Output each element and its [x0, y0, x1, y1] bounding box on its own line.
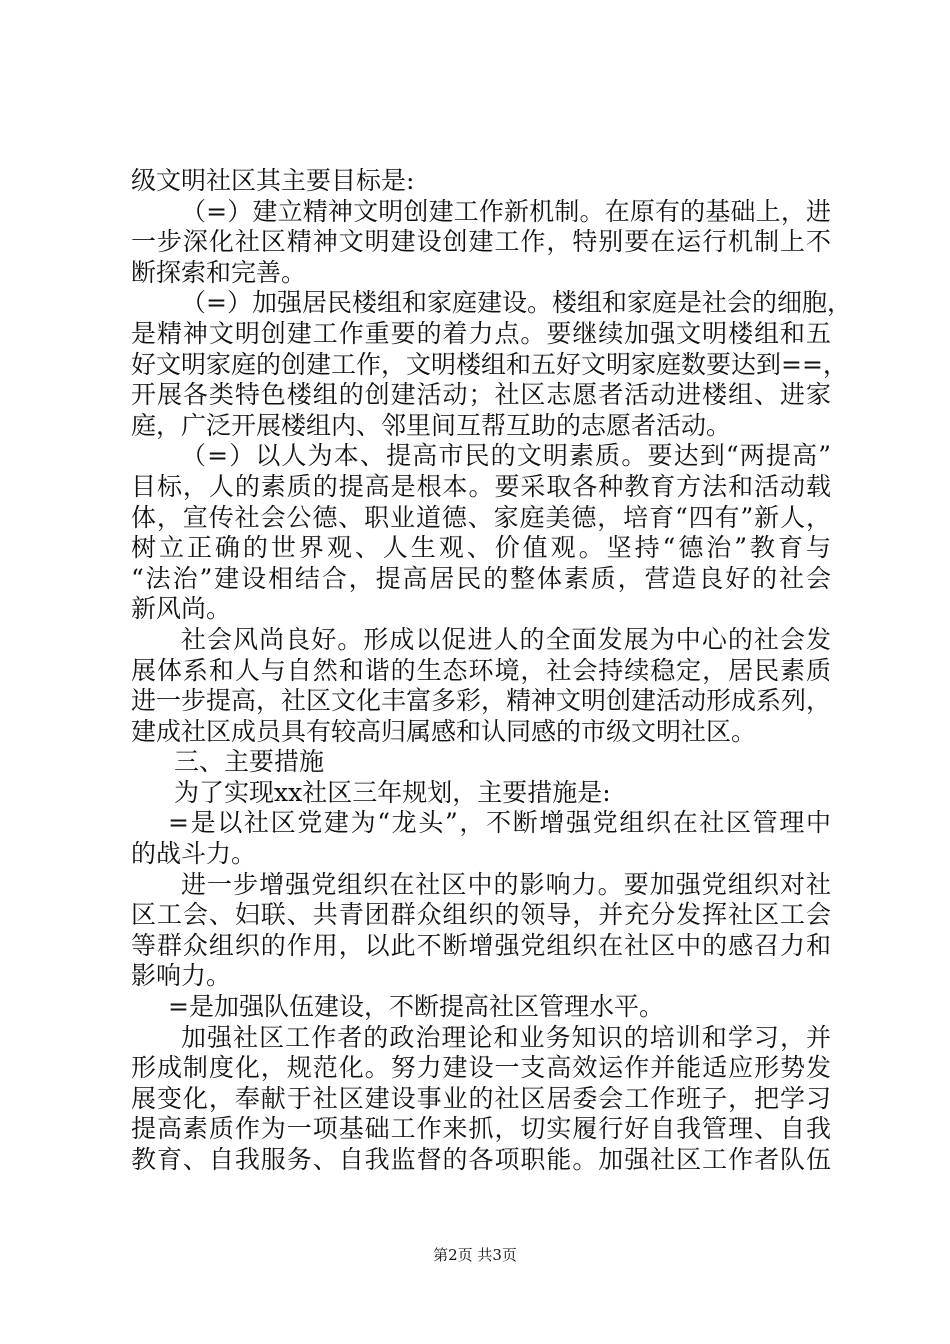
text-line: 新风尚。 — [131, 594, 232, 624]
text-line: 目标，人的素质的提高是根本。要采取各种教育方法和活动载 — [131, 471, 831, 501]
text-line: 建成社区成员具有较高归属感和认同感的市级文明社区。 — [131, 716, 757, 746]
text-line: 区工会、妇联、共青团群众组织的领导，并充分发挥社区工会 — [131, 900, 831, 930]
text-line: 体，宣传社会公德、职业道德、家庭美德，培育“四有”新人， — [131, 502, 831, 532]
text-line: 形成制度化，规范化。努力建设一支高效运作并能适应形势发 — [131, 1053, 831, 1083]
text-line: 断探索和完善。 — [131, 257, 307, 287]
text-line: 展变化，奉献于社区建设事业的社区居委会工作班子，把学习 — [131, 1083, 831, 1113]
section-heading: 三、主要措施 — [174, 747, 325, 777]
text-line: =是加强队伍建设，不断提高社区管理水平。 — [168, 992, 664, 1022]
text-line: 提高素质作为一项基础工作来抓，切实履行好自我管理、自我 — [131, 1114, 831, 1144]
text-line: 好文明家庭的创建工作，文明楼组和五好文明家庭数要达到==， — [131, 349, 848, 379]
text-line: 开展各类特色楼组的创建活动；社区志愿者活动进楼组、进家 — [131, 380, 831, 410]
text-line: （=）加强居民楼组和家庭建设。楼组和家庭是社会的细胞， — [181, 288, 852, 318]
text-line: 教育、自我服务、自我监督的各项职能。加强社区工作者队伍 — [131, 1145, 831, 1174]
text-line: 级文明社区其主要目标是: — [131, 166, 415, 195]
text-line: 是精神文明创建工作重要的着力点。要继续加强文明楼组和五 — [131, 318, 831, 348]
text-line: 加强社区工作者的政治理论和业务知识的培训和学习，并 — [181, 1022, 831, 1052]
text-line: （=）以人为本、提高市民的文明素质。要达到“两提高” — [181, 441, 831, 471]
text-line: 社会风尚良好。形成以促进人的全面发展为中心的社会发 — [181, 624, 831, 654]
text-line: 进一步增强党组织在社区中的影响力。要加强党组织对社 — [181, 869, 831, 899]
text-line: 的战斗力。 — [131, 839, 257, 869]
text-line: =是以社区党建为“龙头”，不断增强党组织在社区管理中 — [168, 808, 831, 838]
text-line: 为了实现xx社区三年规划，主要措施是: — [174, 777, 611, 807]
text-line: “法治”建设相结合，提高居民的整体素质，营造良好的社会 — [131, 563, 831, 593]
text-line: 庭，广泛开展楼组内、邻里间互帮互助的志愿者活动。 — [131, 410, 732, 440]
text-line: （=）建立精神文明创建工作新机制。在原有的基础上，进 — [181, 196, 831, 226]
text-line: 展体系和人与自然和谐的生态环境，社会持续稳定，居民素质 — [131, 655, 831, 685]
text-line: 等群众组织的作用，以此不断增强党组织在社区中的感召力和 — [131, 930, 831, 960]
text-line: 一步深化社区精神文明建设创建工作，特别要在运行机制上不 — [131, 227, 831, 257]
document-body — [131, 166, 852, 1176]
text-line: 影响力。 — [131, 961, 232, 991]
page-number: 第2页 共3页 — [433, 1246, 517, 1264]
text-line: 树立正确的世界观、人生观、价值观。坚持“德治”教育与 — [131, 533, 831, 563]
text-line: 进一步提高，社区文化丰富多彩，精神文明创建活动形成系列， — [131, 686, 832, 716]
